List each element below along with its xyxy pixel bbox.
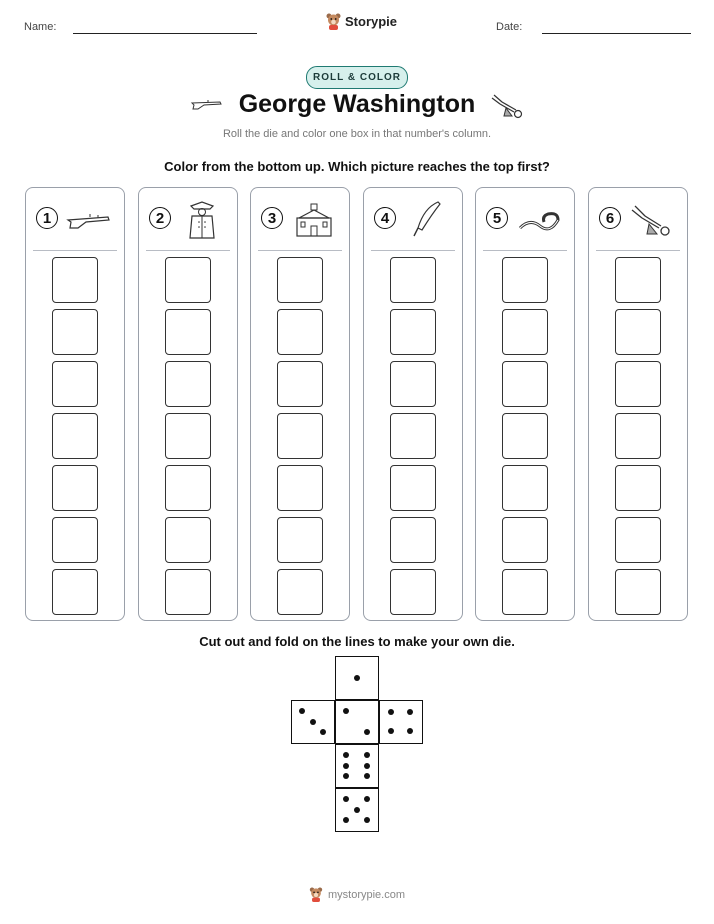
color-box[interactable] [52,413,98,459]
die-pip [343,752,349,758]
die-pip [354,675,360,681]
column-divider [483,250,567,251]
die-face-3 [291,700,335,744]
die-pip [343,796,349,802]
column-5 [475,187,575,621]
color-box[interactable] [52,257,98,303]
musket-icon [64,198,114,240]
die-pip [343,817,349,823]
quill-pen-icon [402,198,452,240]
die-pip [310,719,316,725]
die-pip [364,729,370,735]
footer [0,887,714,902]
color-box[interactable] [615,517,661,563]
die-face-4 [379,700,423,744]
color-box[interactable] [52,361,98,407]
name-line[interactable] [73,33,257,34]
die-pip [343,708,349,714]
color-box[interactable] [390,309,436,355]
color-box[interactable] [502,309,548,355]
die-pip [407,728,413,734]
date-line[interactable] [542,33,691,34]
column-number: 2 [149,207,171,229]
color-box[interactable] [277,517,323,563]
color-box[interactable] [277,361,323,407]
column-divider [146,250,230,251]
color-box[interactable] [502,413,548,459]
date-label: Date: [496,21,523,33]
color-box[interactable] [502,517,548,563]
instruction: Color from the bottom up. Which picture reaches the top first? [164,159,550,174]
color-box[interactable] [615,257,661,303]
plow-icon [627,198,677,240]
color-box[interactable] [165,465,211,511]
name-label: Name: [24,21,57,33]
die-face-2 [335,700,379,744]
column-2 [138,187,238,621]
column-number: 6 [599,207,621,229]
column-divider [371,250,455,251]
die-pip [354,807,360,813]
color-box[interactable] [390,517,436,563]
die-pip [364,796,370,802]
color-box[interactable] [277,257,323,303]
column-3 [250,187,350,621]
die-face-1 [335,656,379,700]
color-box[interactable] [165,361,211,407]
bear-mascot-icon [309,887,323,902]
die-pip [343,773,349,779]
column-number: 4 [374,207,396,229]
page-subtitle: Roll the die and color one box in that number's column. [222,128,492,140]
die-face-6 [335,744,379,788]
color-box[interactable] [390,465,436,511]
color-box[interactable] [502,569,548,615]
color-box[interactable] [390,257,436,303]
die-pip [299,708,305,714]
page-title: George Washington [238,90,476,118]
die-pip [343,763,349,769]
color-box[interactable] [502,361,548,407]
color-box[interactable] [277,413,323,459]
color-box[interactable] [165,517,211,563]
column-divider [33,250,117,251]
die-pip [388,728,394,734]
column-number: 3 [261,207,283,229]
color-box[interactable] [502,465,548,511]
color-box[interactable] [615,309,661,355]
column-number: 1 [36,207,58,229]
color-box[interactable] [615,569,661,615]
die-pip [407,709,413,715]
color-box[interactable] [390,361,436,407]
color-box[interactable] [52,465,98,511]
column-6 [588,187,688,621]
color-box[interactable] [165,309,211,355]
color-box[interactable] [277,569,323,615]
color-box[interactable] [165,257,211,303]
color-box[interactable] [277,309,323,355]
color-box[interactable] [390,569,436,615]
column-number: 5 [486,207,508,229]
color-box[interactable] [52,517,98,563]
plow-icon [490,92,524,122]
mount-vernon-house-icon [289,198,339,240]
column-divider [596,250,680,251]
brand-name: Storypie [345,14,398,29]
die-pip [364,752,370,758]
measuring-tape-icon [514,198,564,240]
color-box[interactable] [52,569,98,615]
footer-url[interactable]: mystorypie.com [327,888,406,901]
color-box[interactable] [390,413,436,459]
color-box[interactable] [165,569,211,615]
color-box[interactable] [615,413,661,459]
brand-logo [326,13,397,30]
color-box[interactable] [615,465,661,511]
die-face-5 [335,788,379,832]
column-divider [258,250,342,251]
color-box[interactable] [502,257,548,303]
bear-mascot-icon [326,13,341,30]
column-4 [363,187,463,621]
column-1 [25,187,125,621]
die-pip [388,709,394,715]
die-pip [364,773,370,779]
die-pip [320,729,326,735]
die-pip [364,763,370,769]
color-box[interactable] [615,361,661,407]
color-box[interactable] [165,413,211,459]
color-box[interactable] [277,465,323,511]
roll-color-badge: ROLL & COLOR [306,66,408,89]
colonial-uniform-icon [177,198,227,240]
die-pip [364,817,370,823]
cut-instruction: Cut out and fold on the lines to make your own die. [199,634,515,649]
color-box[interactable] [52,309,98,355]
